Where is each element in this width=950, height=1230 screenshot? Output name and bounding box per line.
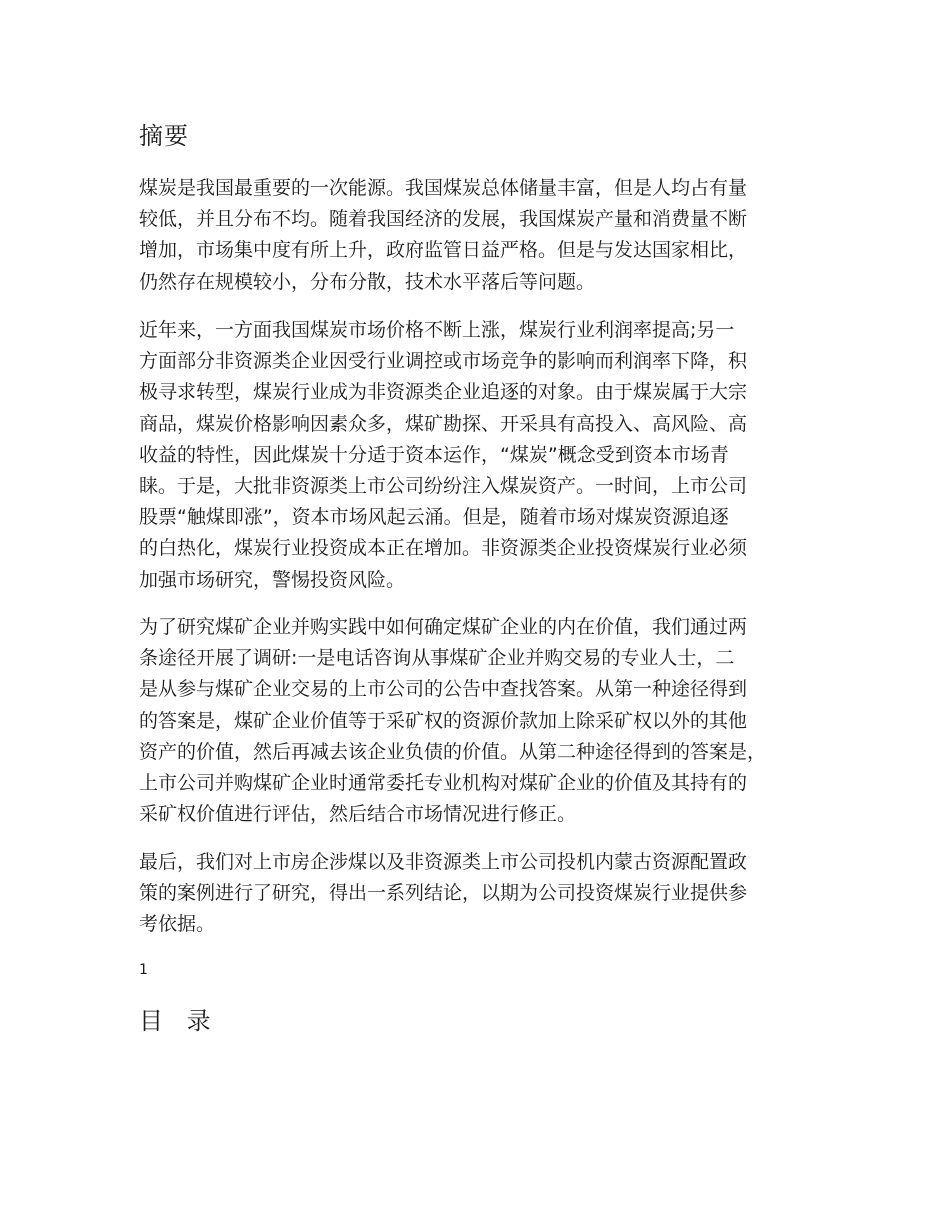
paragraph-line: 收益的特性，因此煤炭十分适于资本运作，“煤炭”概念受到资本市场青 [139, 443, 729, 466]
paragraph-line: 的答案是，煤矿企业价值等于采矿权的资源价款加上除采矿权以外的其他 [139, 709, 748, 732]
paragraph-line: 仍然存在规模较小，分布分散，技术水平落后等问题。 [139, 270, 596, 293]
page-number: 1 [139, 962, 148, 978]
paragraph-line: 考依据。 [139, 913, 216, 936]
paragraph-line: 极寻求转型，煤炭行业成为非资源类企业追逐的对象。由于煤炭属于大宗 [139, 381, 748, 404]
paragraph-line: 股票“触煤即涨”，资本市场风起云涌。但是，随着市场对煤炭资源追逐 [139, 506, 729, 529]
paragraph-line: 采矿权价值进行评估，然后结合市场情况进行修正。 [139, 803, 577, 826]
paragraph-line: 资产的价值，然后再减去该企业负债的价值。从第二种途径得到的答案是， [139, 740, 767, 763]
paragraph-line: 加强市场研究，警惕投资风险。 [139, 568, 406, 591]
paragraph-line: 增加，市场集中度有所上升，政府监管日益严格。但是与发达国家相比， [139, 239, 748, 262]
paragraph-line: 睐。于是，大批非资源类上市公司纷纷注入煤炭资产。一时间，上市公司 [139, 475, 748, 498]
paragraph-line: 为了研究煤矿企业并购实践中如何确定煤矿企业的内在价值，我们通过两 [139, 616, 748, 638]
paragraph-line: 煤炭是我国最重要的一次能源。我国煤炭总体储量丰富，但是人均占有量 [139, 177, 748, 199]
paragraph-line: 的白热化，煤炭行业投资成本正在增加。非资源类企业投资煤炭行业必须 [139, 537, 748, 560]
paragraph-line: 最后，我们对上市房企涉煤以及非资源类上市公司投机内蒙古资源配置政 [139, 851, 748, 873]
paragraph-line: 策的案例进行了研究，得出一系列结论，以期为公司投资煤炭行业提供参 [139, 882, 748, 905]
abstract-paragraph-1 [139, 173, 839, 298]
paragraph-line: 近年来，一方面我国煤炭市场价格不断上涨，煤炭行业利润率提高;另一 [139, 319, 735, 341]
toc-heading: 目 录 [139, 1007, 219, 1035]
paragraph-line: 是从参与煤矿企业交易的上市公司的公告中查找答案。从第一种途径得到 [139, 678, 748, 701]
abstract-paragraph-2 [139, 315, 839, 596]
paragraph-line: 条途径开展了调研:一是电话咨询从事煤矿企业并购交易的专业人士，二 [139, 647, 735, 670]
abstract-paragraph-3 [139, 612, 839, 830]
paragraph-line: 商品，煤炭价格影响因素众多，煤矿勘探、开采具有高投入、高风险、高 [139, 412, 748, 435]
abstract-paragraph-4 [139, 847, 839, 941]
paragraph-line: 上市公司并购煤矿企业时通常委托专业机构对煤矿企业的价值及其持有的 [139, 772, 748, 795]
paragraph-line: 方面部分非资源类企业因受行业调控或市场竞争的影响而利润率下降，积 [139, 350, 748, 373]
abstract-heading: 摘要 [139, 122, 189, 150]
paragraph-line: 较低，并且分布不均。随着我国经济的发展，我国煤炭产量和消费量不断 [139, 208, 748, 231]
